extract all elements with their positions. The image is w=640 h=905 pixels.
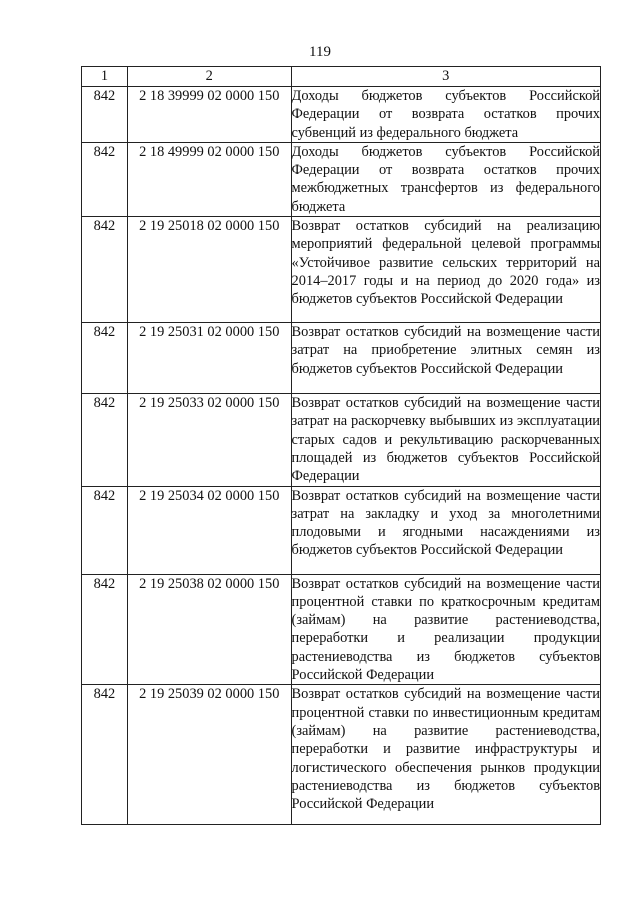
table-row [82,574,601,685]
table-row [82,87,601,143]
table-row [82,685,601,825]
description-cell: Возврат остатков субсидий на возмещение части затрат на приобретение элитных семян из бюджетов субъектов Российской Федерации [291,323,600,394]
admin-code-cell: 842 [82,394,128,486]
column-header-1: 1 [82,67,128,87]
description-cell: Возврат остатков субсидий на возмещение части процентной ставки по краткосрочным кредитам (займам) на развитие растениеводства, переработки и реализации продукции растениеводства из бюджетов субъектов Российской Федерации [291,575,600,684]
description-cell: Доходы бюджетов субъектов Российской Федерации от возврата остатков прочих субвенций из федерального бюджета [291,88,600,141]
budget-code-cell: 2 18 39999 02 0000 150 [127,87,291,143]
page-number: 119 [309,44,331,60]
table-row [82,486,601,574]
table-row [82,323,601,394]
budget-code-cell: 2 19 25018 02 0000 150 [127,217,291,323]
description-cell: Возврат остатков субсидий на возмещение части затрат на раскорчевку выбывших из эксплуатации старых садов и рекультивацию раскорчеванных площадей из бюджетов субъектов Российской Федерации [291,395,600,485]
admin-code-cell: 842 [82,87,128,143]
budget-code-cell: 2 19 25038 02 0000 150 [127,574,291,685]
admin-code-cell: 842 [82,574,128,685]
table-header-row [82,67,601,87]
admin-code-cell: 842 [82,685,128,825]
description-cell: Возврат остатков субсидий на возмещение части процентной ставки по инвестиционным кредитам (займам) на развитие растениеводства, переработки и развитие инфраструктуры и логистического обеспечения рынков продукции растениеводства из бюджетов субъектов Российской Федерации [291,685,600,825]
table-row [82,142,601,216]
table-row [82,217,601,323]
table-row [82,394,601,486]
description-cell: Доходы бюджетов субъектов Российской Федерации от возврата остатков прочих межбюджетных трансфертов из федерального бюджета [291,143,600,215]
description-cell: Возврат остатков субсидий на реализацию мероприятий федеральной целевой программы «Устойчивое развитие сельских территорий на 2014–2017 годы и на период до 2020 года» из бюджетов субъектов Российской Федерации [291,217,600,323]
admin-code-cell: 842 [82,486,128,574]
admin-code-cell: 842 [82,142,128,216]
budget-code-cell: 2 18 49999 02 0000 150 [127,142,291,216]
budget-code-cell: 2 19 25031 02 0000 150 [127,323,291,394]
description-cell: Возврат остатков субсидий на возмещение части затрат на закладку и уход за многолетними плодовыми и ягодными насаждениями из бюджетов субъектов Российской Федерации [291,486,600,574]
budget-codes-table [81,66,601,825]
budget-code-cell: 2 19 25039 02 0000 150 [127,685,291,825]
budget-code-cell: 2 19 25034 02 0000 150 [127,486,291,574]
admin-code-cell: 842 [82,323,128,394]
column-header-2: 2 [127,67,291,87]
column-header-3: 3 [291,67,600,87]
admin-code-cell: 842 [82,217,128,323]
budget-code-cell: 2 19 25033 02 0000 150 [127,394,291,486]
